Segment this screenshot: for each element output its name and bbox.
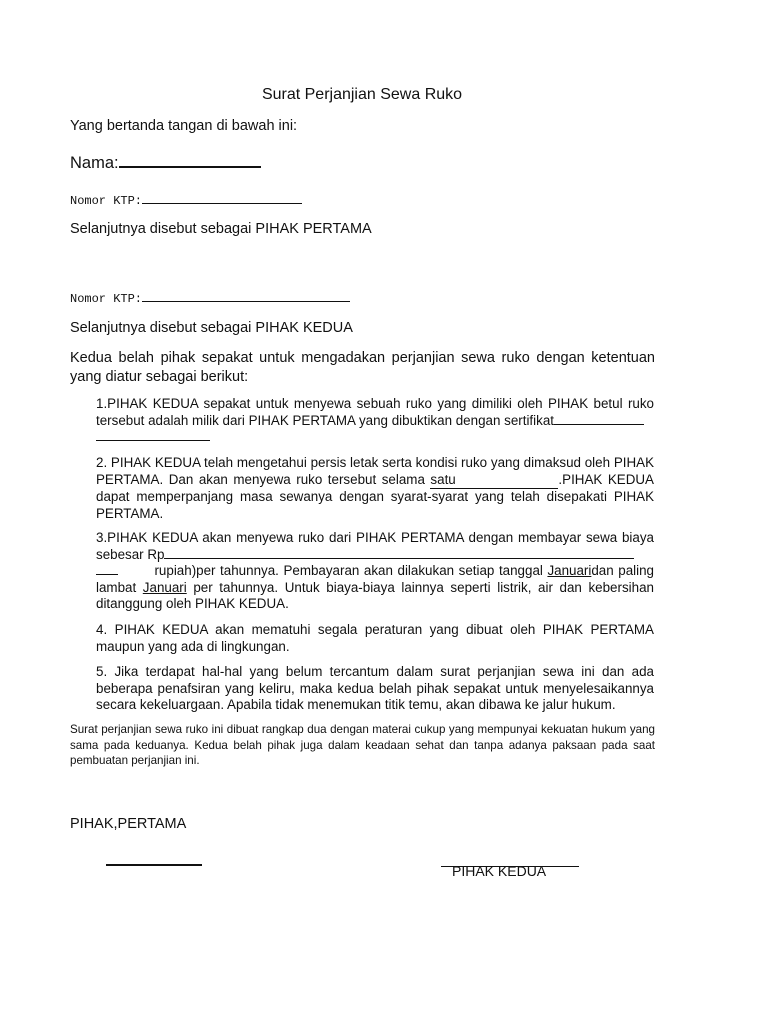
intro-text: Yang bertanda tangan di bawah ini: [70, 118, 298, 134]
certificate-blank-cont [96, 440, 210, 441]
signature-second-party-label: PIHAK KEDUA [452, 863, 547, 879]
term-item-3 [96, 530, 654, 613]
term-item-3-text-c: dan paling lambat [96, 563, 654, 595]
document-title: Surat Perjanjian Sewa Ruko [261, 86, 463, 103]
term-item-2-text-b: .PIHAK KEDUA dapat memperpanjang masa sewanya dengan syarat-syarat yang telah disepakati PIHAK PERTAMA. [96, 471, 654, 521]
rent-duration-field [430, 472, 558, 490]
closing-statement: Surat perjanjian sewa ruko ini dibuat rangkap dua dengan materai cukup yang mempunyai kekuatan hukum yang sama pada keduanya. Kedua belah pihak juga dalam keadaan sehat dan tanpa adanya paksaan pada saat pembuatan perjanjian ini. [70, 723, 655, 767]
payment-deadline-month: Januari [142, 579, 187, 595]
party1-ktp-row [70, 194, 302, 208]
term-item-3-text-d: per tahunnya. Untuk biaya-biaya lainnya seperti listrik, air dan kebersihan ditanggung oleh PIHAK KEDUA. [96, 579, 654, 611]
rent-amount-blank [164, 558, 634, 559]
party2-ktp-row [70, 292, 350, 306]
term-item-2 [96, 455, 654, 522]
term-item-2-text-a: 2. PIHAK KEDUA telah mengetahui persis letak serta kondisi ruko yang dimaksud oleh PIHAK PERTAMA. Dan akan menyewa ruko tersebut selama [96, 455, 654, 487]
term-item-1-text: 1.PIHAK KEDUA sepakat untuk menyewa sebuah ruko yang dimiliki oleh PIHAK betul ruko tersebut adalah milik dari PIHAK PERTAMA yang dibuktikan dengan sertifikat [96, 396, 654, 428]
signature-first-party-line [106, 864, 202, 866]
rent-duration-value: satu [430, 471, 456, 487]
party1-name-row [70, 154, 261, 173]
payment-month: Januari [547, 563, 592, 578]
party1-designation: Selanjutnya disebut sebagai PIHAK PERTAMA [70, 221, 372, 237]
term-item-3-text-b: rupiah)per tahunnya. Pembayaran akan dilakukan setiap tanggal [154, 563, 548, 578]
party2-ktp-label: Nomor KTP: [70, 292, 143, 306]
agreement-intro: Kedua belah pihak sepakat untuk mengadakan perjanjian sewa ruko dengan ketentuan yang diatur sebagai berikut: [70, 350, 655, 385]
certificate-blank [554, 424, 644, 425]
term-item-3-text-a: 3.PIHAK KEDUA akan menyewa ruko dari PIHAK PERTAMA dengan membayar sewa biaya sebesar Rp [96, 530, 654, 562]
rent-words-blank [96, 574, 118, 575]
term-item-1 [96, 396, 654, 446]
signature-first-party-label: PIHAK,PERTAMA [70, 816, 187, 832]
term-item-4: 4. PIHAK KEDUA akan mematuhi segala peraturan yang dibuat oleh PIHAK PERTAMA maupun yang ada di lingkungan. [96, 622, 654, 654]
party2-ktp-blank [142, 301, 350, 302]
party1-name-label: Nama: [70, 154, 119, 172]
party1-ktp-blank [142, 203, 302, 204]
party1-ktp-label: Nomor KTP: [70, 194, 143, 208]
term-item-5: 5. Jika terdapat hal-hal yang belum tercantum dalam surat perjanjian sewa ini dan ada beberapa penafsiran yang keliru, maka kedua belah pihak sepakat untuk menyelesaikannya secara kekeluargaan. Apabila tidak menemukan titik temu, akan dibawa ke jalur hukum. [96, 664, 654, 712]
party1-name-blank [119, 166, 261, 168]
party2-designation: Selanjutnya disebut sebagai PIHAK KEDUA [70, 320, 353, 336]
